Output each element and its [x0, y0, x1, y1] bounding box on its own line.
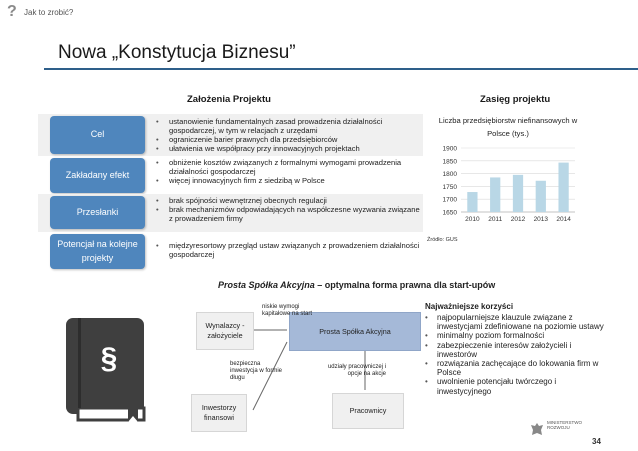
bullet-list-przeslanki	[154, 196, 424, 223]
y-tick-label: 1750	[442, 183, 457, 191]
y-tick-label: 1850	[442, 158, 457, 166]
chart-title: Liczba przedsiębiorstw niefinansowych w Polsce (tys.)	[438, 116, 578, 138]
title-underline	[44, 68, 638, 70]
list-item: • brak mechanizmów odpowiadających na współczesne wyzwania związane z prowadzeniem firmy	[154, 205, 424, 223]
help-text: Jak to zrobić?	[24, 8, 74, 17]
psa-headline	[218, 280, 495, 290]
list-item: • więcej innowacyjnych firm z siedzibą w Polsce	[154, 176, 424, 185]
list-item: • zabezpieczenie interesów założycieli i inwestorów	[425, 341, 605, 359]
chart-source: Źródło: GUS	[427, 237, 458, 243]
list-item: • uwolnienie potencjału twórczego i inwestycyjnego	[425, 377, 605, 395]
list-item: • brak spójności wewnętrznej obecnych regulacji	[154, 196, 424, 205]
x-tick-label: 2013	[533, 216, 549, 223]
assumptions-heading: Założenia Projektu	[187, 94, 271, 105]
founders-box: Wynalazcy - założyciele	[196, 312, 254, 350]
list-item: • rozwiązania zachęcające do lokowania firm w Polsce	[425, 359, 605, 377]
ministry-logo-text: MINISTERSTWO ROZWOJU	[547, 420, 582, 430]
benefits-list	[425, 313, 605, 396]
help-icon: ?	[7, 3, 17, 20]
annotation-founders: niskie wymogi kapitałowe na start	[262, 304, 313, 317]
bar	[467, 192, 477, 212]
label-potencjal: Potencjał na kolejne projekty	[50, 234, 145, 269]
x-tick-label: 2011	[488, 216, 503, 223]
list-item: • minimalny poziom formalności	[425, 331, 605, 340]
bar-chart	[425, 140, 585, 236]
investors-box: Inwestorzy finansowi	[191, 394, 247, 432]
list-item: • ustanowienie fundamentalnych zasad prowadzenia działalności gospodarczej, w tym w relacjach z urzędami	[154, 117, 424, 135]
bullet-list-potencjal	[154, 241, 424, 259]
y-tick-label: 1900	[442, 145, 457, 153]
bar	[558, 163, 568, 212]
page-title: Nowa „Konstytucja Biznesu”	[58, 42, 296, 63]
label-zakladany-efekt: Zakładany efekt	[50, 158, 145, 193]
bullet-list-efekt	[154, 158, 424, 185]
y-tick-label: 1700	[442, 196, 457, 204]
bullet-list-cel	[154, 117, 424, 153]
list-item: • międzyresortowy przegląd ustaw związanych z prowadzeniem działalności gospodarczej	[154, 241, 424, 259]
bar	[513, 175, 523, 212]
psa-box: Prosta Spółka Akcyjna	[289, 312, 421, 351]
list-item: • obniżenie kosztów związanych z formalnymi wymogami prowadzenia działalności gospodarczej	[154, 158, 424, 176]
bar	[490, 177, 500, 212]
y-tick-label: 1800	[442, 171, 457, 179]
employees-box: Pracownicy	[332, 393, 404, 429]
benefits-heading: Najważniejsze korzyści	[425, 302, 514, 311]
annotation-employees: udziały pracowniczej i opcje na akcje	[327, 364, 386, 377]
list-item: • najpopularniejsze klauzule związane z inwestycjami zdefiniowane na poziomie ustawy	[425, 313, 605, 331]
psa-headline-name: Prosta Spółka Akcyjna	[218, 280, 315, 290]
annotation-investors: bezpieczna inwestycja w formie długu	[230, 361, 283, 381]
law-book-icon	[66, 318, 148, 422]
psa-headline-rest: – optymalna forma prawna dla start-upów	[314, 280, 496, 290]
scope-heading: Zasięg projektu	[480, 94, 551, 105]
x-tick-label: 2010	[465, 216, 480, 223]
list-item: • ograniczenie barier prawnych dla przedsiębiorców	[154, 135, 424, 144]
page-number: 34	[592, 437, 601, 446]
y-tick-label: 1650	[442, 209, 457, 217]
label-przeslanki: Przesłanki	[50, 196, 145, 229]
paragraph-symbol: §	[100, 342, 118, 375]
list-item: • ułatwienia we współpracy przy innowacyjnych projektach	[154, 144, 424, 153]
bar	[536, 181, 546, 212]
x-tick-label: 2014	[556, 216, 571, 223]
x-tick-label: 2012	[510, 216, 526, 223]
eagle-emblem-icon	[530, 422, 544, 438]
label-cel: Cel	[50, 116, 145, 154]
